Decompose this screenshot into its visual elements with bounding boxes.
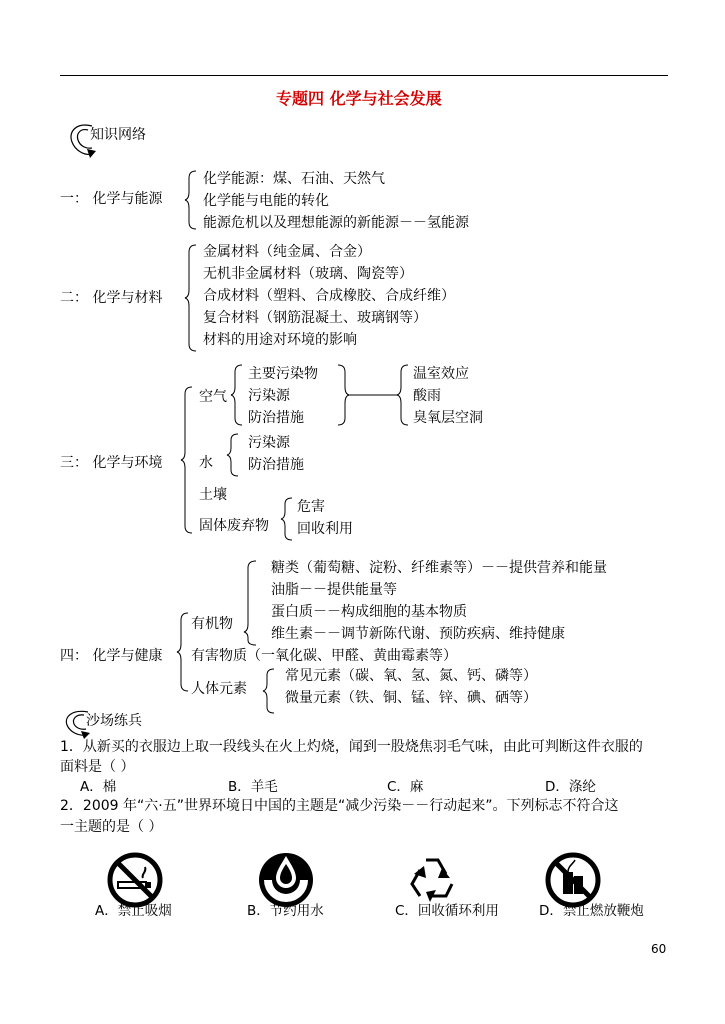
- q2-option-c[interactable]: C．回收循环利用: [395, 903, 499, 919]
- brace: [226, 433, 240, 477]
- energy-item: 化学能源：煤、石油、天然气: [203, 171, 385, 187]
- q1-option-b[interactable]: B．羊毛: [228, 779, 278, 795]
- question-2-line-1: 2．2009 年“六·五”世界环境日中国的主题是“减少污染－－行动起来”。下列标志不符合这: [60, 798, 619, 814]
- topic-environment-head: 三： 化学与环境: [60, 455, 163, 471]
- air-label: 空气: [199, 389, 227, 405]
- materials-item: 复合材料（钢筋混凝土、玻璃钢等）: [203, 310, 427, 326]
- water-saving-icon: [256, 850, 316, 910]
- brace: [280, 497, 294, 541]
- no-smoking-icon: [105, 850, 165, 910]
- q2-option-d[interactable]: D．禁止燃放鞭炮: [539, 903, 644, 919]
- materials-item: 材料的用途对环境的影响: [203, 332, 357, 348]
- section-practice: 沙场练兵: [86, 713, 142, 729]
- brace: [184, 170, 198, 230]
- brace: [262, 668, 276, 714]
- q1-option-d[interactable]: D．涤纶: [545, 779, 596, 795]
- topic-materials-head: 二： 化学与材料: [60, 290, 163, 306]
- air-item: 污染源: [248, 388, 290, 404]
- recycle-icon: [402, 850, 462, 910]
- q2-option-a[interactable]: A．禁止吸烟: [95, 903, 172, 919]
- energy-item: 能源危机以及理想能源的新能源－－氢能源: [203, 215, 469, 231]
- solid-waste-item: 回收利用: [297, 521, 353, 537]
- solid-waste-label: 固体废弃物: [199, 518, 269, 534]
- body-elements-label: 人体元素: [191, 681, 247, 697]
- water-item: 污染源: [248, 435, 290, 451]
- element-item: 微量元素（铁、铜、锰、锌、碘、硒等）: [285, 690, 537, 706]
- water-item: 防治措施: [248, 457, 304, 473]
- question-1-line-1: 1．从新买的衣服边上取一段线头在火上灼烧，闻到一股烧焦羽毛气味，由此可判断这件衣服的: [60, 739, 643, 755]
- harmful-substances: 有害物质（一氧化碳、甲醛、黄曲霉素等）: [191, 648, 457, 664]
- page-number: 60: [651, 942, 667, 956]
- organic-item: 糖类（葡萄糖、淀粉、纤维素等）－－提供营养和能量: [271, 560, 607, 576]
- brace: [242, 560, 258, 646]
- topic-health-head: 四： 化学与健康: [60, 648, 163, 664]
- air-effect: 臭氧层空洞: [413, 410, 483, 426]
- top-rule: [60, 75, 668, 76]
- materials-item: 金属材料（纯金属、合金）: [203, 244, 371, 260]
- air-effect: 酸雨: [413, 388, 441, 404]
- brace: [184, 244, 198, 352]
- air-effect: 温室效应: [413, 366, 469, 382]
- materials-item: 无机非金属材料（玻璃、陶瓷等）: [203, 266, 413, 282]
- organic-item: 维生素－－调节新陈代谢、预防疾病、维持健康: [271, 626, 565, 642]
- materials-item: 合成材料（塑料、合成橡胶、合成纤维）: [203, 288, 455, 304]
- page-title: 专题四 化学与社会发展: [276, 89, 442, 108]
- no-firecrackers-icon: [543, 850, 603, 910]
- water-label: 水: [199, 455, 213, 471]
- organic-item: 蛋白质－－构成细胞的基本物质: [271, 604, 467, 620]
- q1-option-a[interactable]: A．棉: [80, 779, 117, 795]
- question-1-line-2: 面料是（ ）: [60, 759, 135, 775]
- topic-energy-head: 一： 化学与能源: [60, 191, 163, 207]
- solid-waste-item: 危害: [297, 499, 325, 515]
- energy-item: 化学能与电能的转化: [203, 193, 329, 209]
- element-item: 常见元素（碳、氧、氢、氮、钙、磷等）: [285, 668, 537, 684]
- air-item: 防治措施: [248, 410, 304, 426]
- q2-option-b[interactable]: B．节约用水: [247, 903, 324, 919]
- organic-item: 油脂－－提供能量等: [271, 582, 397, 598]
- brace: [396, 364, 410, 426]
- brace: [176, 612, 190, 692]
- soil-label: 土壤: [199, 487, 227, 503]
- organic-label: 有机物: [191, 616, 233, 632]
- brace: [230, 364, 244, 426]
- q1-option-c[interactable]: C．麻: [387, 779, 424, 795]
- air-item: 主要污染物: [248, 366, 318, 382]
- question-2-line-2: 一主题的是（ ）: [60, 819, 163, 835]
- section-knowledge-network: 知识网络: [90, 127, 146, 143]
- brace: [180, 386, 194, 534]
